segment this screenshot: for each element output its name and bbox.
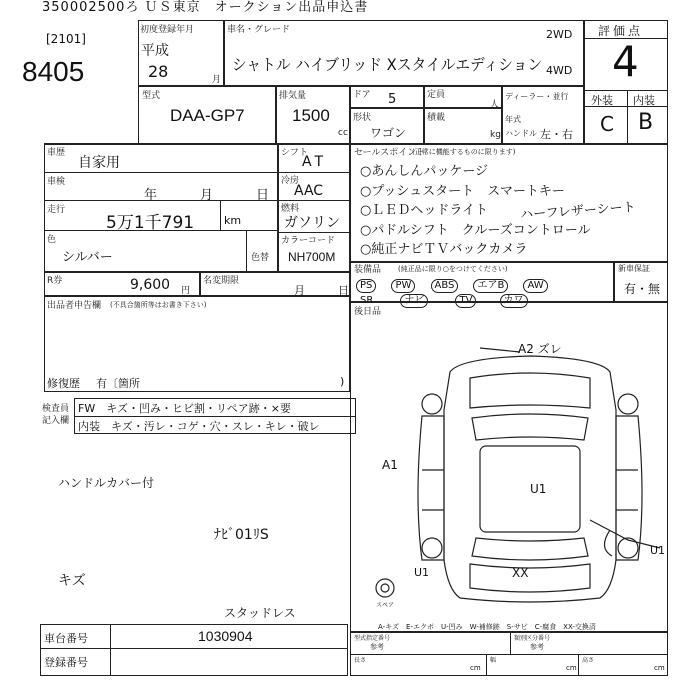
doors-value: 5 — [388, 92, 397, 107]
model-label: 型式 — [142, 91, 161, 101]
rear-items-label: 後日品 — [354, 307, 382, 317]
registration-label: 初度登録年月 — [140, 25, 195, 35]
sales-points-label: セールスポイント — [354, 148, 426, 158]
repair-label: 修復歴 — [47, 377, 80, 390]
exterior-label: 外装 — [591, 94, 613, 107]
load-label: 積載 — [427, 113, 446, 123]
interior-label: 内装 — [633, 94, 655, 107]
name-change-day: 日 — [338, 284, 349, 297]
displacement-value: 1500 — [292, 106, 330, 125]
equipment-note: (純正品に限り○をつけてください) — [398, 265, 508, 273]
inspection-month: 月 — [200, 188, 214, 203]
inspector-note-handle: ハンドルカバー付 — [58, 476, 155, 490]
mileage-unit: km — [224, 214, 242, 227]
declaration-label: 出品者申告欄 — [47, 301, 102, 311]
ac-value: AAC — [294, 183, 324, 199]
name-change-month: 月 — [294, 284, 305, 297]
grade-label: 評価点 — [598, 24, 644, 38]
type-spec-ref: 参考 — [370, 643, 384, 651]
capacity-label: 定員 — [427, 90, 446, 100]
inspection-label: 車検 — [47, 177, 66, 187]
damage-mark-a2: A2 ズレ — [518, 342, 562, 356]
load-unit: kg — [490, 130, 501, 140]
declaration-note: (不具合箇所等はお書き下さい) — [110, 301, 207, 309]
displacement-unit: cc — [338, 128, 348, 138]
sales-point-item: ○純正ナビＴＶバックカメラ — [360, 242, 528, 257]
history-label: 車歴 — [47, 148, 66, 158]
mileage-label: 走行 — [47, 205, 66, 215]
inspector-note-scratch: キズ — [58, 573, 86, 589]
sales-points-note: (正常に機能するものに限ります) — [412, 148, 516, 156]
inspection-day: 日 — [256, 188, 270, 203]
mileage-value: 5万1千791 — [106, 213, 195, 233]
recycle-value: 9,600 — [130, 277, 171, 293]
recycle-label: R券 — [47, 276, 63, 286]
sales-point-item: ○ＬＥＤヘッドライト — [360, 203, 488, 218]
capacity-unit: 人 — [490, 100, 500, 110]
registration-number-label: 登録番号 — [44, 656, 88, 669]
color-change-label: 色替 — [251, 253, 270, 263]
sales-point-handwritten: ハーフレザーシート — [519, 199, 637, 224]
inspection-year: 年 — [144, 188, 158, 203]
model-value: DAA-GP7 — [170, 106, 245, 125]
name-change-label: 名変期限 — [203, 276, 240, 286]
color-code-value: NH700M — [288, 250, 336, 264]
shift-label: シフト — [281, 148, 309, 158]
inspector-row2: 内装 キズ・汚レ・コゲ・穴・スレ・キレ・破レ — [78, 420, 320, 433]
equipment-pw: PW — [391, 279, 415, 293]
shift-value: AT — [302, 154, 328, 170]
height-unit: cm — [654, 664, 665, 672]
equipment-abs: ABS — [431, 279, 459, 293]
color-value: シルバー — [62, 250, 113, 265]
lot-number: 8405 — [22, 56, 85, 87]
vehicle-name-label: 車名・グレード — [227, 25, 291, 35]
damage-mark-a1: A1 — [382, 458, 398, 472]
handle-value: 左・右 — [540, 128, 573, 141]
inspector-label: 検査員 記入欄 — [42, 404, 70, 426]
length-label: 長さ — [354, 657, 367, 664]
damage-mark-u1-left: U1 — [414, 566, 430, 579]
equipment-aw: AW — [523, 279, 547, 293]
fuel-label: 燃料 — [281, 204, 300, 214]
damage-mark-u1-rear: U1 — [650, 544, 666, 557]
interior-grade: B — [638, 110, 654, 135]
drive-2wd: 2WD — [546, 28, 573, 41]
inspector-note-navi: ﾅﾋﾞ01ﾘS — [214, 527, 269, 543]
equipment-navi: ナビ — [400, 294, 428, 308]
vehicle-name: シャトル ハイブリッド Xスタイルエディション — [232, 55, 543, 74]
drive-4wd: 4WD — [546, 64, 573, 77]
sales-point-item: ○あんしんパッケージ — [360, 164, 489, 179]
sales-point-item: ○パドルシフト クルーズコントロール — [360, 222, 591, 238]
width-unit: cm — [566, 664, 577, 672]
damage-mark-xx: XX — [512, 566, 529, 580]
new-warranty-label: 新車保証 — [618, 264, 650, 273]
dealer-label: ディーラー・並行 — [505, 92, 569, 101]
equipment-leather: カワ — [500, 294, 528, 308]
equipment-airbag: エアB — [473, 279, 508, 293]
inspector-note-studless: スタッドレス — [224, 606, 296, 620]
exterior-grade: C — [600, 112, 614, 136]
lot-code: [2101] — [46, 32, 86, 46]
color-label: 色 — [47, 235, 57, 245]
history-value: 自家用 — [78, 155, 120, 171]
frame-number-label: 車台番号 — [44, 632, 88, 645]
equipment-ps: PS — [356, 279, 376, 293]
registration-era: 平成 — [141, 43, 169, 59]
year-model-label: 年式 — [505, 115, 521, 124]
equipment-tv: TV — [455, 294, 476, 308]
registration-year: 28 — [148, 62, 169, 81]
type-spec-number-label: 型式指定番号 — [354, 635, 391, 642]
repair-value: 有〔箇所 — [96, 377, 140, 390]
color-code-label: カラーコード — [281, 236, 336, 246]
spare-label: スペア — [376, 602, 395, 609]
damage-mark-u1-roof: U1 — [530, 482, 547, 496]
frame-number: 1030904 — [198, 628, 253, 644]
new-warranty-value: 有・無 — [624, 282, 661, 296]
equipment-sr: SR — [360, 295, 374, 306]
displacement-label: 排気量 — [279, 91, 307, 101]
header-text: 350002500ろ ＵＳ東京 オークション出品申込書 — [42, 0, 369, 15]
damage-legend: A-キズ E-エクボ U-凹み W-補修跡 S-サビ C-腐食 XX-交換済 — [378, 623, 596, 631]
fuel-value: ガソリン — [284, 215, 340, 231]
grade-value: 4 — [612, 37, 639, 86]
shape-label: 形状 — [353, 113, 372, 123]
sales-point-item: ○プッシュスタート スマートキー — [360, 183, 565, 199]
category-ref: 参考 — [530, 643, 544, 651]
width-label: 幅 — [490, 657, 497, 664]
ac-label: 冷房 — [281, 176, 300, 186]
length-unit: cm — [470, 664, 481, 672]
shape-value: ワゴン — [370, 126, 407, 140]
repair-close: ) — [340, 375, 345, 388]
handle-label: ハンドル — [505, 129, 537, 138]
doors-label: ドア — [353, 90, 371, 100]
equipment-label: 装備品 — [354, 265, 382, 275]
inspector-row1: FW キズ・凹み・ヒビ割・リペア跡・×要 — [78, 402, 291, 415]
recycle-unit: 円 — [181, 286, 191, 296]
height-label: 高さ — [582, 657, 595, 664]
category-number-label: 類別区分番号 — [514, 635, 551, 642]
registration-month-unit: 月 — [212, 75, 222, 85]
